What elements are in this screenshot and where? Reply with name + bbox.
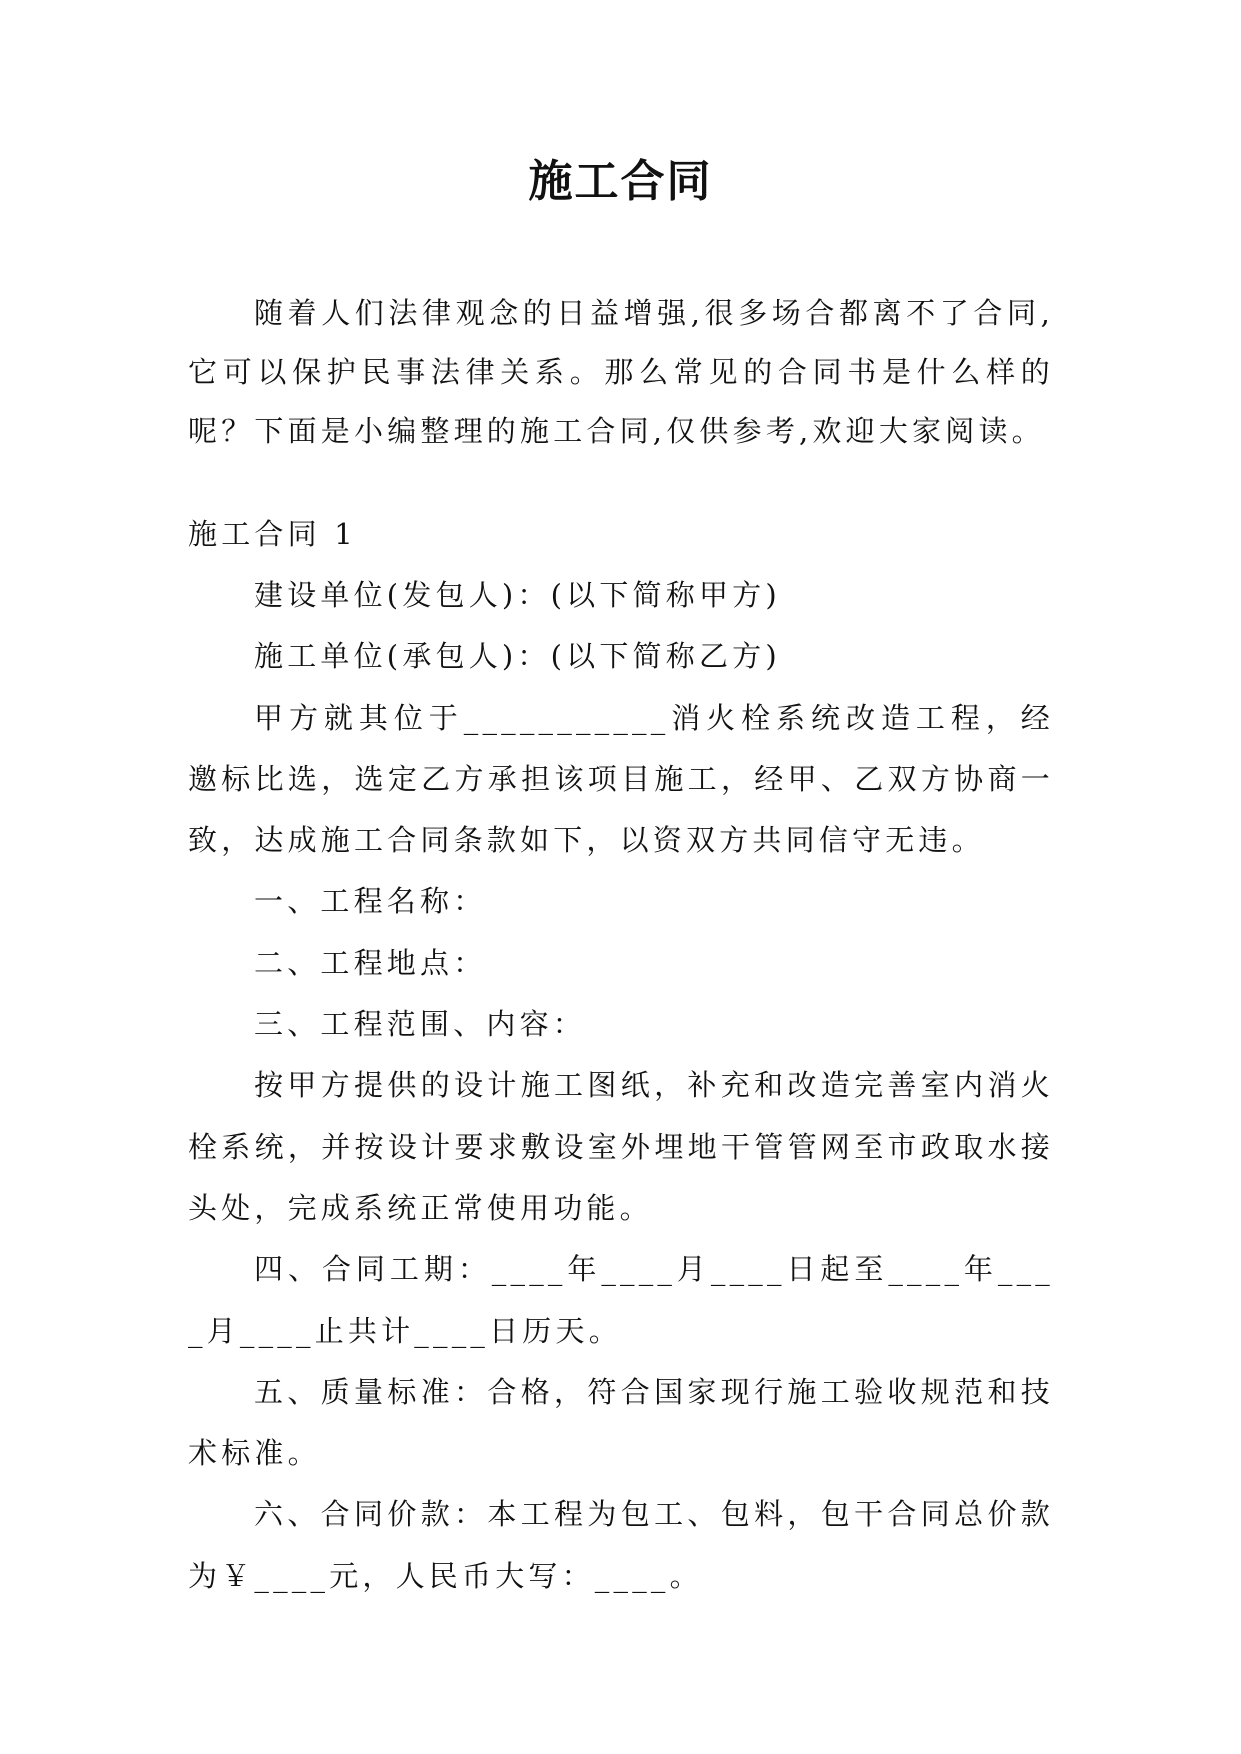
clause-project-name: 一、工程名称： [254,884,487,919]
intro-paragraph: 随着人们法律观念的日益增强,很多场合都离不了合同,它可以保护民事法律关系。那么常见的合同书是什么样的呢？下面是小编整理的施工合同,仅供参考,欢迎大家阅读。 [188,296,1054,448]
clause-contract-price: 六、合同价款：本工程为包工、包料，包干合同总价款为￥____元，人民币大写：____。 [188,1497,1054,1593]
paragraph-employer: 建设单位(发包人)：(以下简称甲方) [254,578,781,612]
document-title: 施工合同 [528,156,713,207]
document-body [188,284,1054,1607]
clause-project-location: 二、工程地点： [254,945,487,980]
clause-project-scope: 三、工程范围、内容： [254,1007,587,1042]
section-heading: 施工合同 1 [188,517,357,551]
paragraph-project-intro: 甲方就其位于___________消火栓系统改造工程，经邀标比选，选定乙方承担该项目施工，经甲、乙双方协商一致，达成施工合同条款如下，以资双方共同信守无违。 [188,700,1054,858]
clause-contract-period: 四、合同工期：____年____月____日起至____年____月____止共计____日历天。 [188,1252,1054,1348]
clause-quality-standard: 五、质量标准：合格，符合国家现行施工验收规范和技术标准。 [188,1374,1054,1471]
paragraph-scope-detail: 按甲方提供的设计施工图纸，补充和改造完善室内消火栓系统，并按设计要求敷设室外埋地干管管网至市政取水接头处，完成系统正常使用功能。 [188,1068,1054,1225]
paragraph-contractor: 施工单位(承包人)：(以下简称乙方) [254,639,781,674]
